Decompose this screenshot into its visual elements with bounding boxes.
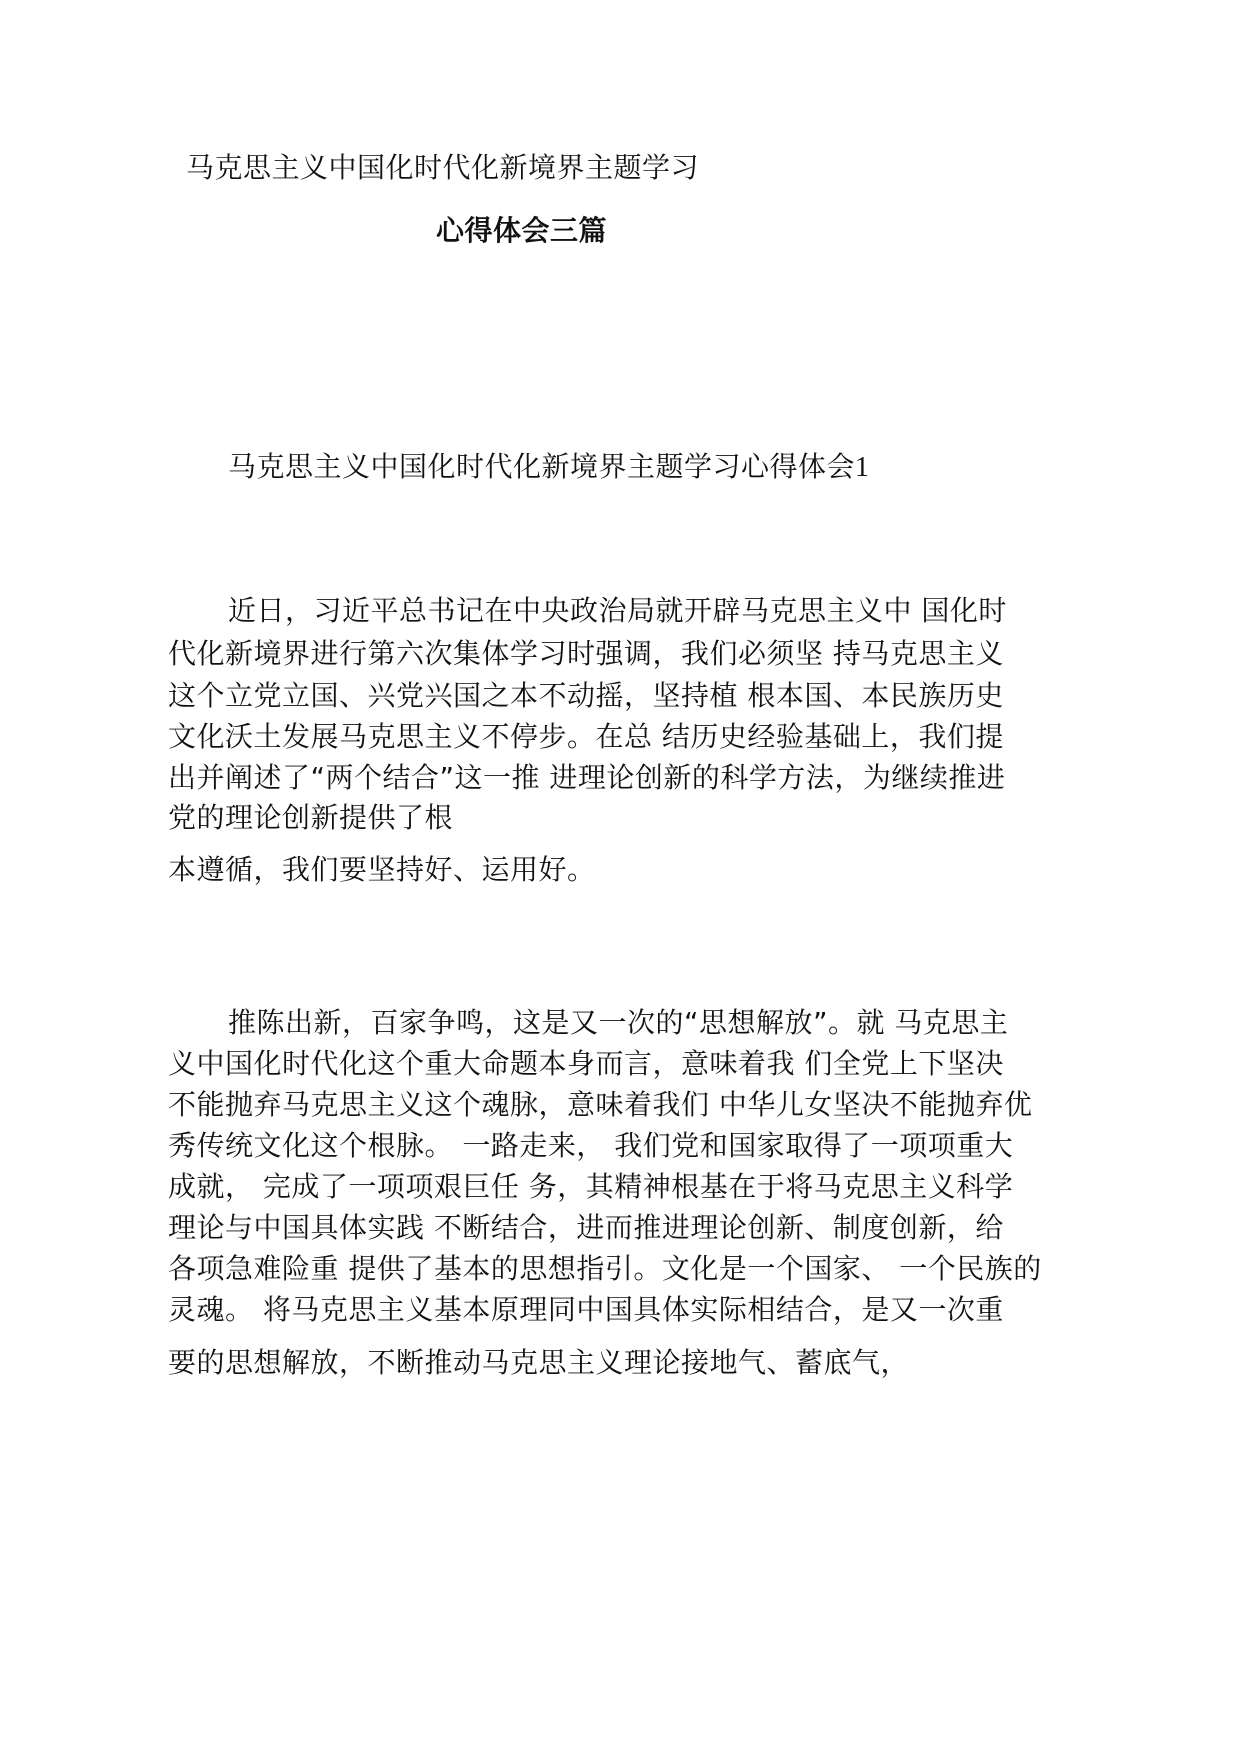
- paragraph2-continuation: 要的思想解放，不断推动马克思主义理论接地气、蓄底气，: [168, 1346, 910, 1379]
- paragraph2-line: 义中国化时代化这个重大命题本身而言，意味着我 们全党上下坚决: [168, 1047, 1004, 1080]
- paragraph1-line: 党的理论创新提供了根: [168, 801, 454, 834]
- section-heading-text: 马克思主义中国化时代化新境界主题学习心得体会: [228, 450, 856, 483]
- paragraph2-line: 秀传统文化这个根脉。 一路走来， 我们党和国家取得了一项项重大: [168, 1129, 1014, 1162]
- document-title: 马克思主义中国化时代化新境界主题学习: [186, 151, 700, 184]
- paragraph2-line: 理论与中国具体实践 不断结合，进而推进理论创新、制度创新，给: [168, 1211, 1004, 1244]
- paragraph1-line: 这个立党立国、兴党兴国之本不动摇，坚持植 根本国、本民族历史: [168, 679, 1004, 712]
- paragraph1-continuation: 本遵循，我们要坚持好、运用好。: [168, 853, 596, 886]
- paragraph1-line: 代化新境界进行第六次集体学习时强调，我们必须坚 持马克思主义: [168, 637, 1004, 670]
- section-heading: [228, 449, 870, 486]
- paragraph1-line: 文化沃土发展马克思主义不停步。在总 结历史经验基础上，我们提: [168, 720, 1004, 753]
- paragraph2-line: 灵魂。 将马克思主义基本原理同中国具体实际相结合，是又一次重: [168, 1293, 1004, 1326]
- paragraph1-line: 出并阐述了“两个结合”这一推 进理论创新的科学方法，为继续推进: [168, 761, 1006, 794]
- paragraph2-line: 成就， 完成了一项项艰巨任 务，其精神根基在于将马克思主义科学: [168, 1170, 1014, 1203]
- paragraph2-line: 推陈出新，百家争鸣，这是又一次的“思想解放”。就 马克思主: [228, 1006, 1009, 1039]
- paragraph2-line: 各项急难险重 提供了基本的思想指引。文化是一个国家、 一个民族的: [168, 1252, 1042, 1285]
- document-subtitle: 心得体会三篇: [436, 214, 608, 247]
- paragraph1-line: 近日，习近平总书记在中央政治局就开辟马克思主义中 国化时: [228, 594, 1007, 627]
- section-heading-number: 1: [855, 452, 870, 483]
- paragraph2-line: 不能抛弃马克思主义这个魂脉，意味着我们 中华儿女坚决不能抛弃优: [168, 1088, 1033, 1121]
